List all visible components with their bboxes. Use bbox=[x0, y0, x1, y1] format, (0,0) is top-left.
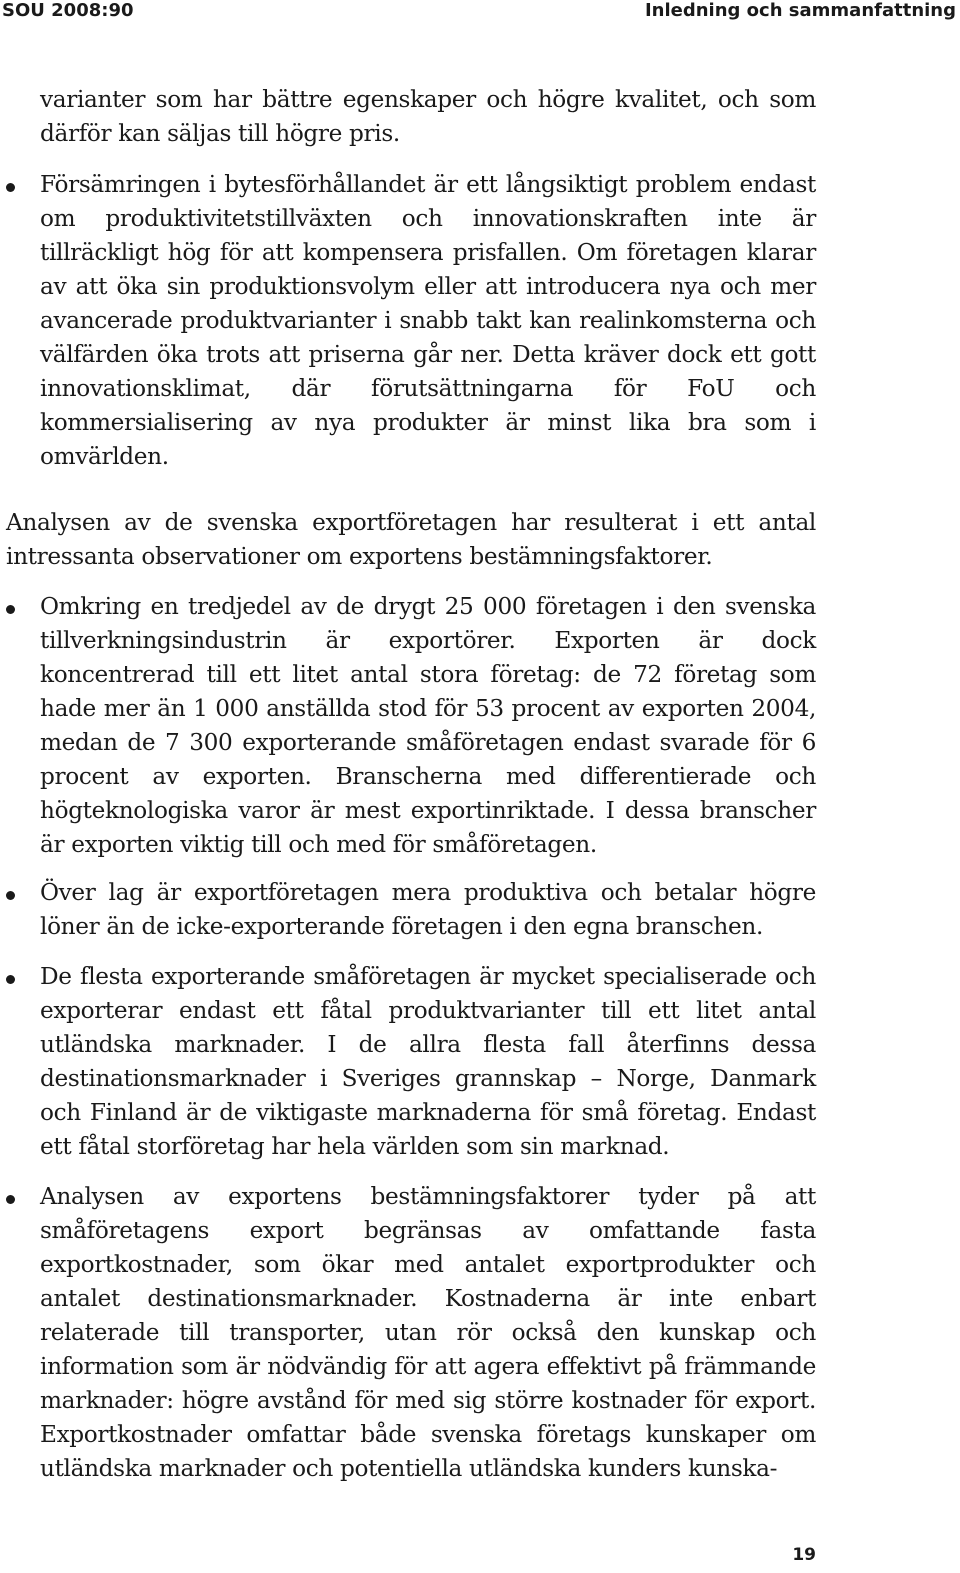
list-item-text: De flesta exporterande småföretagen är mycket specialiserade och exporterar endast ett fåtal produktvarianter till ett litet antal utländska marknader. I de allra flesta fall återfinns dessa destinationsmarknader i Sveriges grannskap – Norge, Danmark och Finland är de viktigaste marknaderna för små företag. Endast ett fåtal storföretag har hela världen som sin marknad. bbox=[40, 963, 816, 1160]
list-item-text: Analysen av exportens bestämningsfaktorer tyder på att småföretagens export begränsas av omfattande fasta exportkostnader, som ökar med antalet exportprodukter och antalet destinationsmarknader. Kostnaderna är inte enbart relaterade till transporter, utan rör också den kunskap och information som är nödvändig för att agera effektivt på främmande marknader: högre avstånd för med sig större kostnader för export. Exportkostnader omfattar både svenska företags kunskaper om utländska marknader och potentiella utländska kunders kunska- bbox=[40, 1183, 816, 1482]
list-item bbox=[40, 876, 816, 944]
report-id: SOU 2008:90 bbox=[2, 0, 134, 21]
bullet-icon bbox=[6, 605, 15, 614]
bullet-icon bbox=[6, 975, 15, 984]
bullet-icon bbox=[6, 891, 15, 900]
intro-paragraph: Analysen av de svenska exportföretagen har resulterat i ett antal intressanta observationer om exportens bestämningsfaktorer. bbox=[6, 509, 816, 570]
continuation-text: varianter som har bättre egenskaper och högre kvalitet, och som därför kan säljas till högre pris. bbox=[40, 86, 816, 147]
list-item bbox=[40, 960, 816, 1164]
chapter-title: Inledning och sammanfattning bbox=[644, 0, 956, 21]
list-item bbox=[40, 1180, 816, 1486]
list-item-text: Över lag är exportföretagen mera produktiva och betalar högre löner än de icke-exporterande företagen i den egna branschen. bbox=[40, 879, 816, 940]
bullet-icon bbox=[6, 1195, 15, 1204]
page-header bbox=[0, 0, 960, 26]
bullet-icon bbox=[6, 183, 15, 192]
list-item bbox=[40, 168, 816, 474]
list-item-text: Omkring en tredjedel av de drygt 25 000 företagen i den svenska tillverkningsindustrin är exportörer. Exporten är dock koncentrerad till ett litet antal stora företag: de 72 företag som hade mer än 1 000 anställda stod för 53 procent av exporten 2004, medan de 7 300 exporterande småföretagen endast svarade för 6 procent av exporten. Branscherna med differentierade och högteknologiska varor är mest exportinriktade. I dessa branscher är exporten viktig till och med för småföretagen. bbox=[40, 593, 816, 858]
list-item bbox=[40, 590, 816, 862]
page-number: 19 bbox=[792, 1545, 816, 1565]
list-item-text: Försämringen i bytesförhållandet är ett långsiktigt problem endast om produktivitetstillväxten och innovationskraften inte är tillräckligt hög för att kompensera prisfallen. Om företagen klarar av att öka sin produktionsvolym eller att introducera nya och mer avancerade produktvarianter i snabb takt kan realinkomsterna och välfärden öka trots att priserna går ner. Detta kräver dock ett gott innovationsklimat, där förutsättningarna för FoU och kommersialisering av nya produkter är minst lika bra som i omvärlden. bbox=[40, 171, 816, 470]
